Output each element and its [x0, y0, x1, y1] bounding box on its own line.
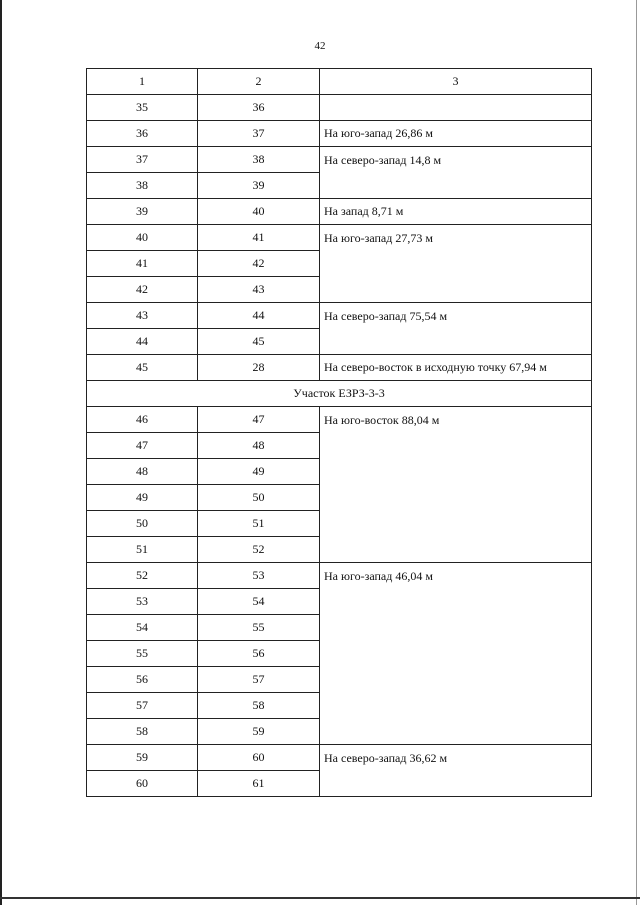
header-col-3: 3	[320, 69, 592, 95]
page-border-left	[0, 0, 2, 905]
from-point-cell: 42	[87, 277, 198, 303]
table-row	[87, 303, 592, 329]
direction-distance-cell: На юго-запад 46,04 м	[320, 563, 592, 745]
from-point-cell: 59	[87, 745, 198, 771]
table-row	[87, 95, 592, 121]
to-point-cell: 48	[198, 433, 320, 459]
to-point-cell: 52	[198, 537, 320, 563]
to-point-cell: 45	[198, 329, 320, 355]
table-row	[87, 745, 592, 771]
from-point-cell: 35	[87, 95, 198, 121]
to-point-cell: 56	[198, 641, 320, 667]
to-point-cell: 61	[198, 771, 320, 797]
table-row	[87, 563, 592, 589]
to-point-cell: 47	[198, 407, 320, 433]
page-border-bottom	[0, 897, 640, 899]
to-point-cell: 51	[198, 511, 320, 537]
section-title: Участок ЕЗРЗ-3-3	[87, 381, 592, 407]
from-point-cell: 46	[87, 407, 198, 433]
to-point-cell: 28	[198, 355, 320, 381]
from-point-cell: 60	[87, 771, 198, 797]
from-point-cell: 51	[87, 537, 198, 563]
from-point-cell: 45	[87, 355, 198, 381]
to-point-cell: 49	[198, 459, 320, 485]
table-row	[87, 147, 592, 173]
to-point-cell: 50	[198, 485, 320, 511]
to-point-cell: 41	[198, 225, 320, 251]
from-point-cell: 54	[87, 615, 198, 641]
table-row	[87, 355, 592, 381]
to-point-cell: 53	[198, 563, 320, 589]
from-point-cell: 50	[87, 511, 198, 537]
direction-distance-cell: На юго-запад 26,86 м	[320, 121, 592, 147]
from-point-cell: 44	[87, 329, 198, 355]
from-point-cell: 53	[87, 589, 198, 615]
direction-distance-cell: На северо-запад 36,62 м	[320, 745, 592, 797]
to-point-cell: 42	[198, 251, 320, 277]
to-point-cell: 43	[198, 277, 320, 303]
from-point-cell: 40	[87, 225, 198, 251]
from-point-cell: 38	[87, 173, 198, 199]
from-point-cell: 49	[87, 485, 198, 511]
to-point-cell: 59	[198, 719, 320, 745]
to-point-cell: 57	[198, 667, 320, 693]
direction-distance-cell: На северо-восток в исходную точку 67,94 м	[320, 355, 592, 381]
from-point-cell: 39	[87, 199, 198, 225]
to-point-cell: 37	[198, 121, 320, 147]
direction-distance-cell: На юго-запад 27,73 м	[320, 225, 592, 303]
direction-distance-cell	[320, 95, 592, 121]
direction-distance-cell: На юго-восток 88,04 м	[320, 407, 592, 563]
boundary-points-table	[86, 68, 592, 797]
page-number: 42	[314, 40, 326, 52]
from-point-cell: 56	[87, 667, 198, 693]
to-point-cell: 39	[198, 173, 320, 199]
from-point-cell: 41	[87, 251, 198, 277]
to-point-cell: 38	[198, 147, 320, 173]
from-point-cell: 47	[87, 433, 198, 459]
from-point-cell: 48	[87, 459, 198, 485]
from-point-cell: 36	[87, 121, 198, 147]
table-row	[87, 121, 592, 147]
to-point-cell: 44	[198, 303, 320, 329]
to-point-cell: 58	[198, 693, 320, 719]
table-body	[87, 69, 592, 797]
from-point-cell: 52	[87, 563, 198, 589]
from-point-cell: 37	[87, 147, 198, 173]
table-header-row	[87, 69, 592, 95]
to-point-cell: 60	[198, 745, 320, 771]
direction-distance-cell: На северо-запад 75,54 м	[320, 303, 592, 355]
from-point-cell: 57	[87, 693, 198, 719]
to-point-cell: 36	[198, 95, 320, 121]
page-border-right	[636, 0, 637, 905]
header-col-2: 2	[198, 69, 320, 95]
from-point-cell: 43	[87, 303, 198, 329]
section-row	[87, 381, 592, 407]
direction-distance-cell: На северо-запад 14,8 м	[320, 147, 592, 199]
to-point-cell: 40	[198, 199, 320, 225]
table-row	[87, 407, 592, 433]
header-col-1: 1	[87, 69, 198, 95]
to-point-cell: 54	[198, 589, 320, 615]
table-row	[87, 199, 592, 225]
to-point-cell: 55	[198, 615, 320, 641]
from-point-cell: 58	[87, 719, 198, 745]
table-row	[87, 225, 592, 251]
from-point-cell: 55	[87, 641, 198, 667]
direction-distance-cell: На запад 8,71 м	[320, 199, 592, 225]
